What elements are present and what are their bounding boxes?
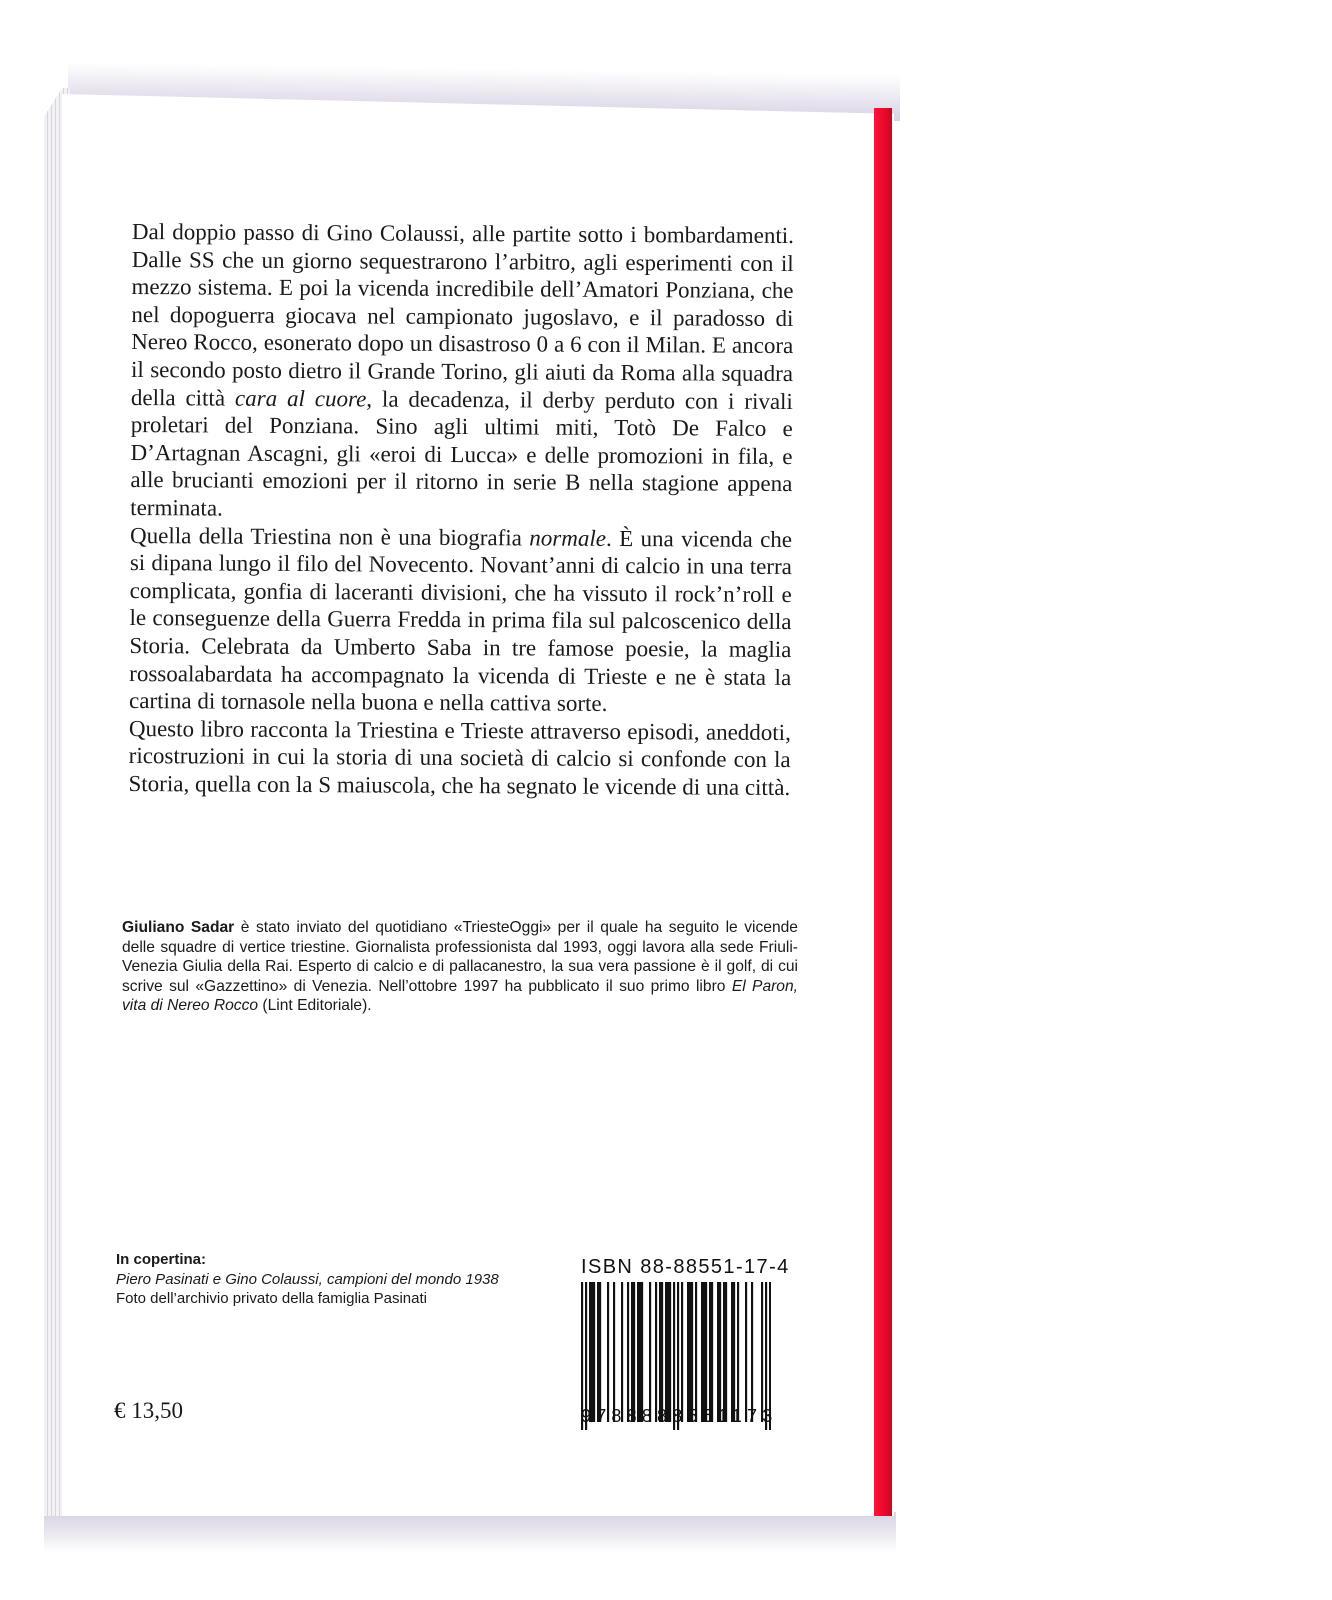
cover-credit-photo: Foto dell’archivio privato della famiglia Pasinati [116,1290,427,1307]
barcode-bar [637,1282,639,1422]
barcode-bar [621,1282,623,1422]
barcode-bar [695,1282,697,1422]
barcode-bar [689,1282,691,1422]
blurb-paragraph-1: Dal doppio passo di Gino Colaussi, alle partite sotto i bombardamenti. Dalle SS che un giorno sequestrarono l’arbitro, agli esperimenti con il mezzo sistema. E poi la vicenda incredibile dell’Amatori Ponziana, che nel dopoguerra giocava nel campionato jugoslavo, e il paradosso di Nereo Rocco, esonerato dopo un disastroso 0 a 6 con il Milan. E ancora il secondo posto dietro il Grande Torino, gli aiuti da Roma alla squadra della città cara al cuore, la decadenza, il derby perduto con i rivali proletari del Ponziana. Sino agli ultimi miti, Totò De Falco e D’Artagnan Ascagni, gli «eroi di Lucca» e delle promozioni in fila, e alle brucianti emozioni per il ritorno in serie B nella stagione appena terminata. [130,218,794,521]
price: € 13,50 [114,1398,183,1423]
barcode-bar [591,1282,593,1422]
barcode-bar [717,1282,719,1422]
barcode-bar [649,1282,651,1422]
cover-credit-label: In copertina: [116,1251,207,1268]
barcode-bar [641,1282,643,1422]
barcode-bar [705,1282,707,1422]
barcode-bar [667,1282,669,1422]
barcode-bar [733,1282,735,1422]
red-spine [874,108,892,1516]
blurb-text [128,218,794,802]
barcode-bar [751,1282,753,1422]
barcode-bar [593,1282,595,1422]
barcode-bar [661,1282,663,1422]
barcode-bar [761,1282,763,1422]
barcode-bar [639,1282,641,1422]
blurb-paragraph-3: Questo libro racconta la Triestina e Trieste attraverso episodi, aneddoti, ricostruzioni in cui la storia di una società di calcio si confonde con la Storia, quella con la S maiuscola, che ha segnato le vicende di una città. [128,715,791,800]
ean-digits: 9788888551173 [581,1406,778,1426]
barcode-bar [709,1282,711,1422]
barcode-bar [597,1282,599,1422]
barcode-bar [659,1282,661,1422]
barcode-bar [745,1282,747,1422]
barcode-bar [711,1282,713,1422]
barcode-bar [737,1282,739,1422]
isbn-number: ISBN 88-88551-17-4 [581,1256,790,1278]
barcode-bar [665,1282,667,1422]
barcode-bar [681,1282,683,1422]
book-bottom-shadow [44,1512,896,1552]
author-bio: Giuliano Sadar è stato inviato del quotidiano «TriesteOggi» per il quale ha seguito le vicende delle squadre di vertice triestine. Giornalista professionista dal 1993, oggi lavora alla sede Friuli-Venezia Giulia della Rai. Esperto di calcio e di pallacanestro, la sua vera passione è il golf, di cui scrive sul «Gazzettino» di Venezia. Nell’ottobre 1997 ha pubblicato il suo primo libro El Paron, vita di Nereo Rocco (Lint Editoriale). [122,919,798,1014]
barcode-bar [719,1282,721,1422]
barcode-bar [723,1282,725,1422]
barcode-bar [599,1282,601,1422]
barcode-bar [701,1282,703,1422]
barcode-bar [655,1282,657,1422]
author-name: Giuliano Sadar [122,919,235,936]
barcode-bar [613,1282,615,1422]
isbn-block [581,1256,790,1430]
barcode-bar [703,1282,705,1422]
barcode-bar [627,1282,629,1422]
barcode-bar [691,1282,693,1422]
cover-credit [116,1250,576,1309]
barcode-bar [725,1282,727,1422]
barcode-bar [633,1282,635,1422]
book-title: El Paron, vita di Nereo Rocco [122,977,798,1014]
barcode-bar [731,1282,733,1422]
barcode-bar [669,1282,671,1422]
barcode-bar [687,1282,689,1422]
barcode-bar [607,1282,609,1422]
cover-credit-title: Piero Pasinati e Gino Colaussi, campioni del mondo 1938 [116,1270,499,1288]
barcode-bar [589,1282,591,1422]
barcode-bar [631,1282,633,1422]
blurb-paragraph-2: Quella della Triestina non è una biografia normale. È una vicenda che si dipana lungo il filo del Novecento. Novant’anni di calcio in una terra complicata, gonfia di laceranti divisioni, che ha vissuto il rock’n’roll e le conseguenze della Guerra Fredda in prima fila sul palcoscenico della Storia. Celebrata da Umberto Saba in tre famose poesie, la maglia rossoalabardata ha accompagnato la vicenda di Trieste e ne è stata la cartina di tornasole nella buona e nella cattiva sorte. [128,522,793,717]
